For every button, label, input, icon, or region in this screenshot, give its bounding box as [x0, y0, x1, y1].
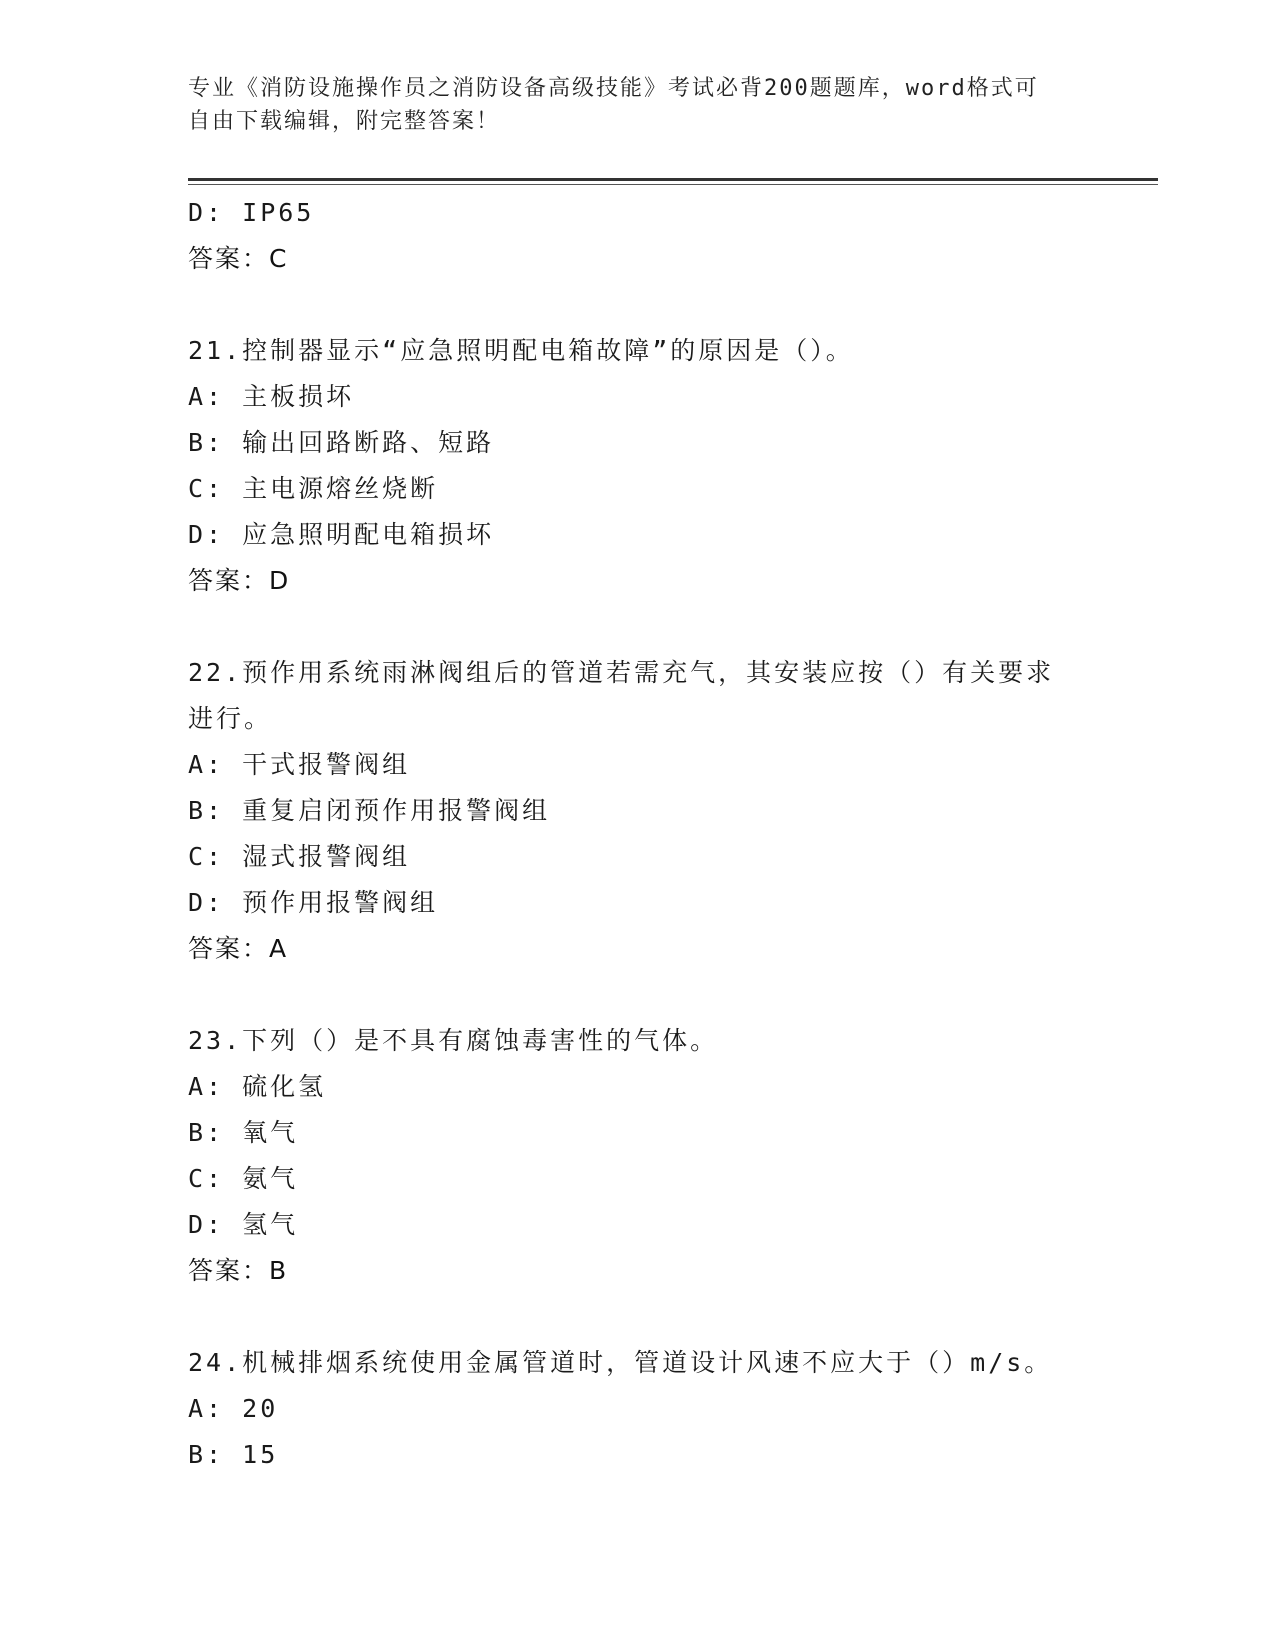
option-b: B: 15	[188, 1440, 279, 1469]
question-24	[188, 1340, 1088, 1478]
question-21	[188, 328, 1088, 604]
header-divider-thin	[188, 184, 1158, 185]
option-b: B: 氧气	[188, 1118, 299, 1147]
document-header	[188, 72, 1088, 138]
header-divider-thick	[188, 178, 1158, 181]
question-stem: 21.控制器显示“应急照明配电箱故障”的原因是（）。	[188, 336, 854, 365]
option-d: D: 应急照明配电箱损坏	[188, 520, 495, 549]
option-c: C: 湿式报警阀组	[188, 842, 411, 871]
option-a: A: 硫化氢	[188, 1072, 327, 1101]
answer-line: 答案：C	[188, 244, 289, 273]
answer-line: 答案：B	[188, 1256, 289, 1285]
question-stem-line-2: 进行。	[188, 704, 273, 733]
question-content	[188, 190, 1088, 1478]
answer-line: 答案：A	[188, 934, 289, 963]
option-a: A: 20	[188, 1394, 279, 1423]
question-stem-line-1: 22.预作用系统雨淋阀组后的管道若需充气，其安装应按（）有关要求	[188, 658, 1055, 687]
question-22	[188, 650, 1088, 972]
previous-question-tail	[188, 190, 1088, 282]
option-c: C: 主电源熔丝烧断	[188, 474, 439, 503]
header-line-2: 自由下载编辑，附完整答案！	[188, 109, 501, 134]
option-b: B: 输出回路断路、短路	[188, 428, 495, 457]
option-b: B: 重复启闭预作用报警阀组	[188, 796, 551, 825]
option-a: A: 主板损坏	[188, 382, 355, 411]
question-23	[188, 1018, 1088, 1294]
answer-line: 答案：D	[188, 566, 291, 595]
option-c: C: 氨气	[188, 1164, 299, 1193]
question-stem: 23.下列（）是不具有腐蚀毒害性的气体。	[188, 1026, 719, 1055]
option-d: D: 氢气	[188, 1210, 299, 1239]
question-stem: 24.机械排烟系统使用金属管道时，管道设计风速不应大于（）m/s。	[188, 1348, 1053, 1377]
option-a: A: 干式报警阀组	[188, 750, 411, 779]
option-d: D: IP65	[188, 198, 315, 227]
header-line-1: 专业《消防设施操作员之消防设备高级技能》考试必背200题题库，word格式可	[188, 76, 1039, 101]
option-d: D: 预作用报警阀组	[188, 888, 439, 917]
